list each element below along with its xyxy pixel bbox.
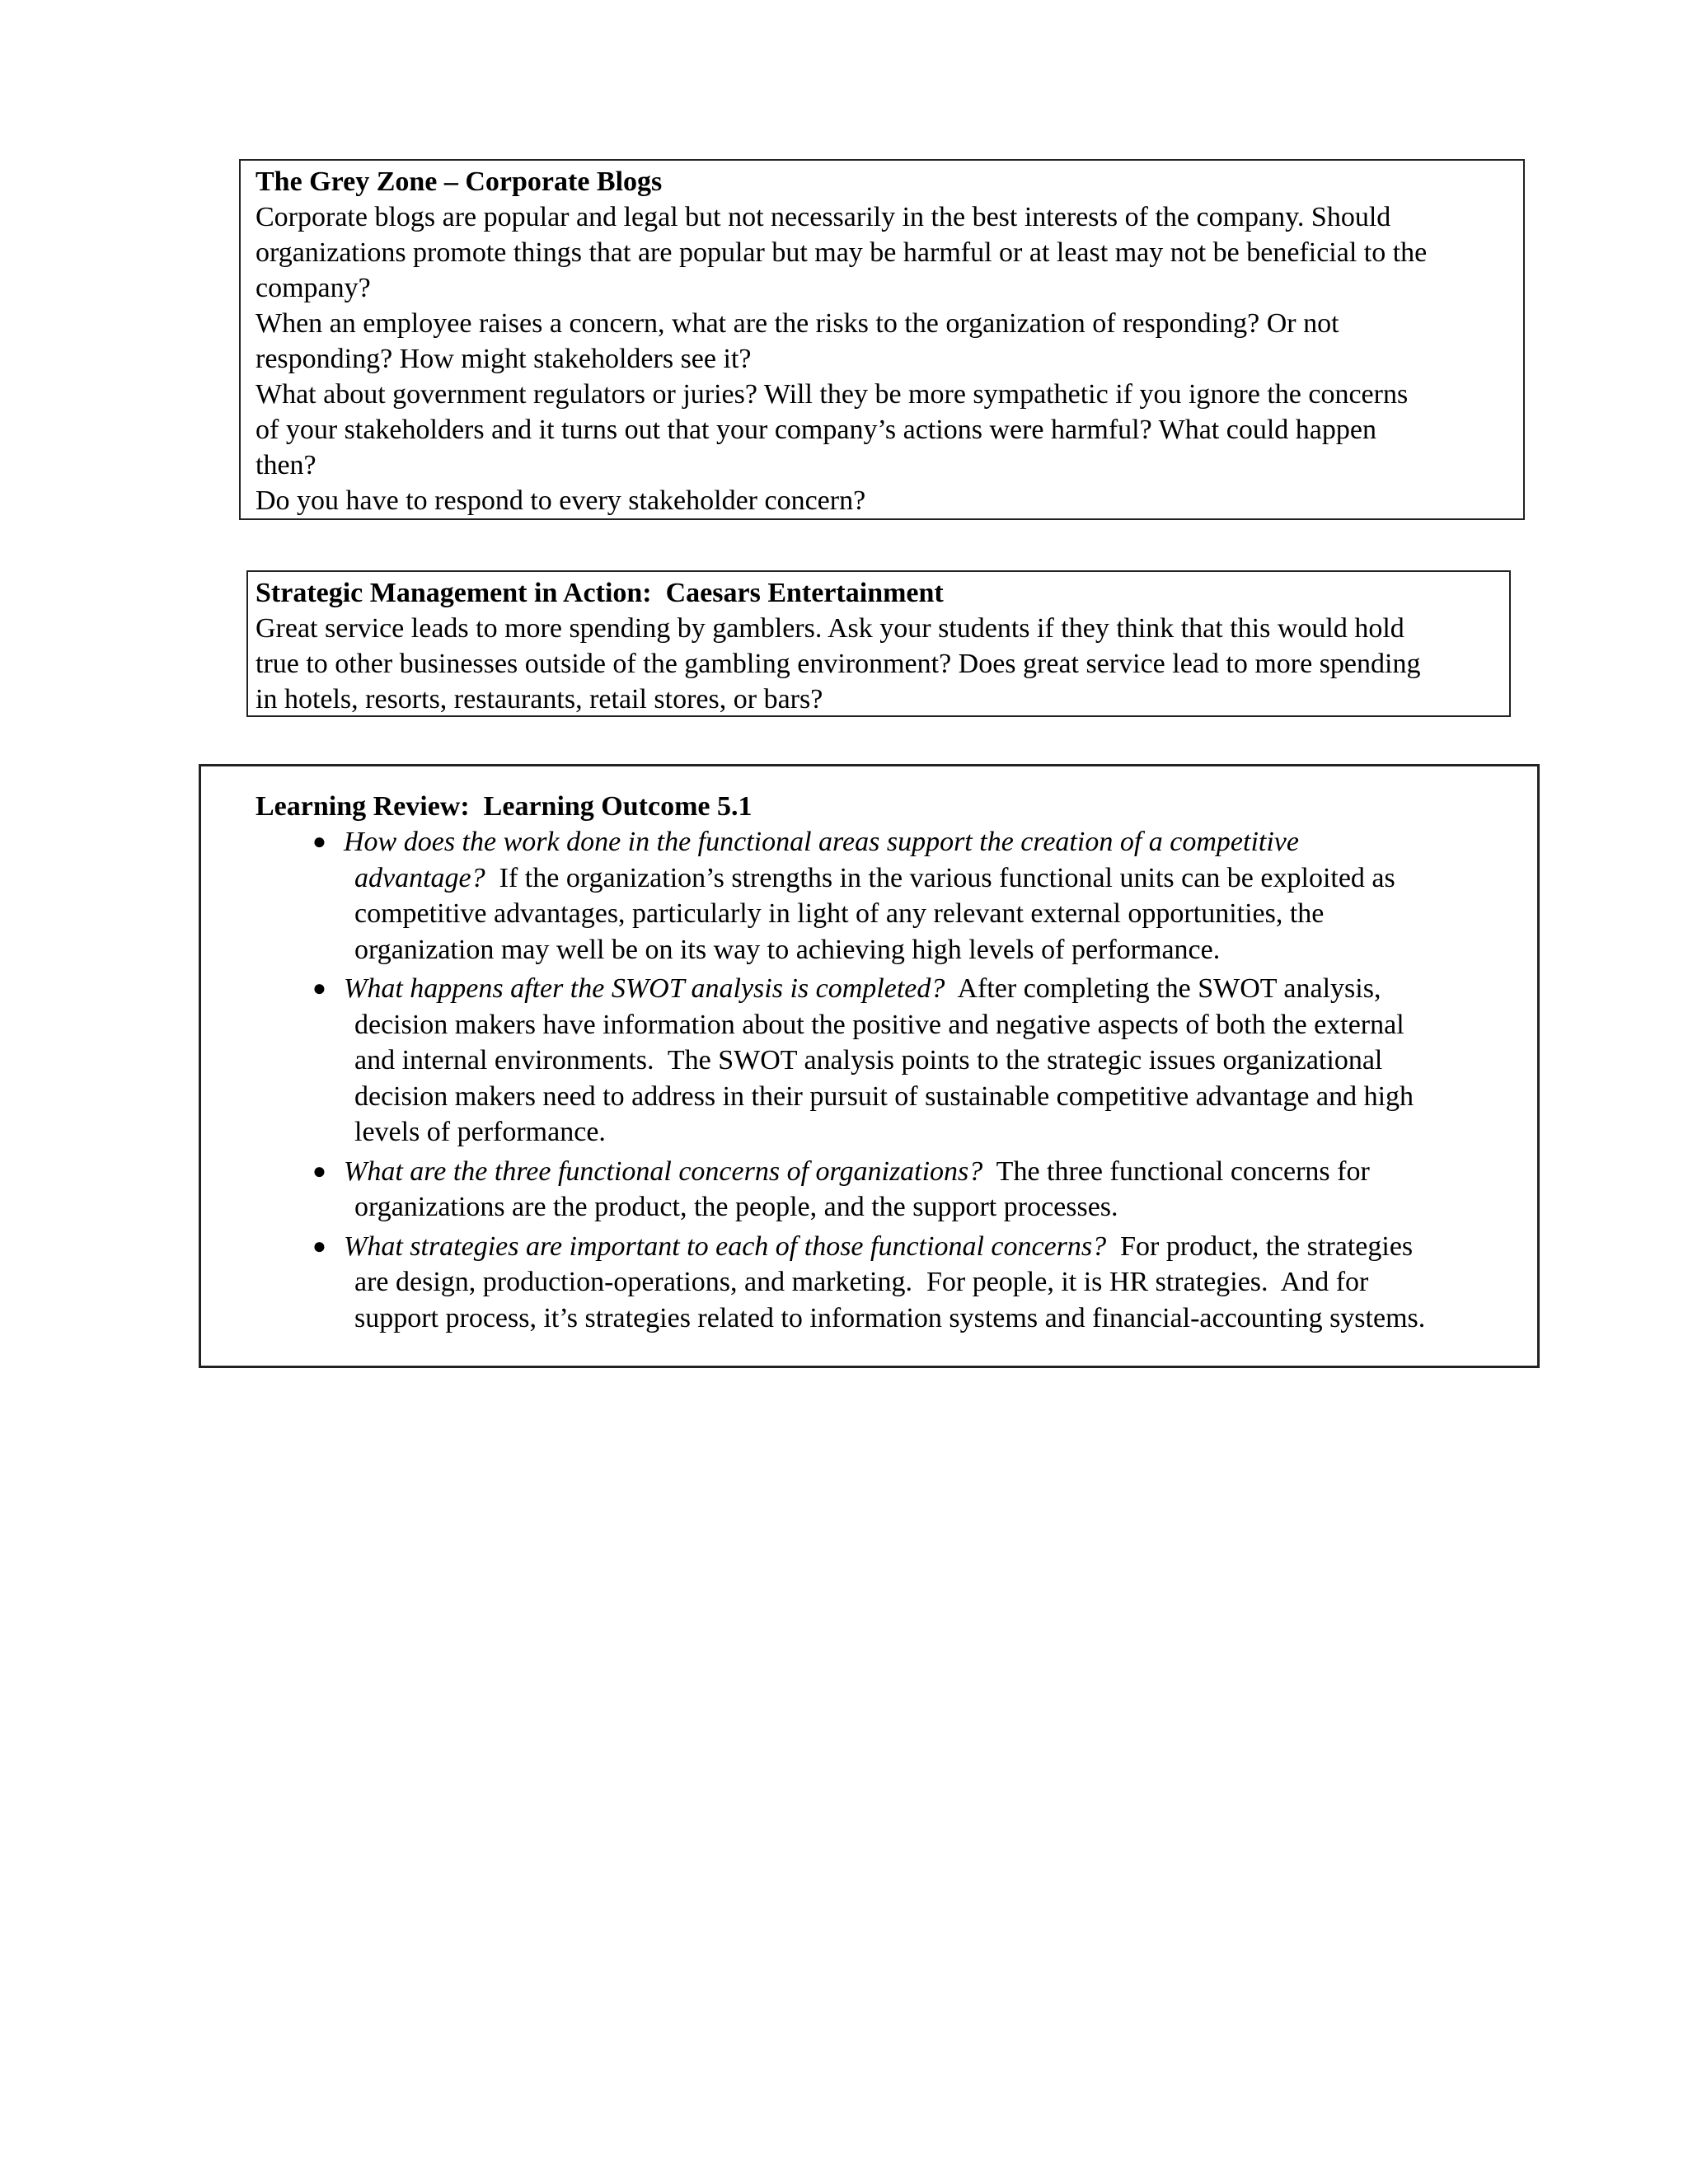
review-question: What strategies are important to each of those functional concerns? <box>344 1230 1107 1262</box>
review-answer: For product, the strategies <box>1106 1230 1414 1262</box>
caesars-line: Great service leads to more spending by gamblers. Ask your students if they think that this would hold <box>256 613 1404 644</box>
review-question-line <box>344 1229 1524 1265</box>
review-question: What are the three functional concerns of organizations? <box>344 1155 983 1187</box>
review-question-line <box>344 1154 1524 1190</box>
grey-zone-body <box>256 199 1513 518</box>
grey-zone-line: When an employee raises a concern, what are the risks to the organization of responding? Or not <box>256 308 1339 339</box>
bullet-icon: ● <box>312 829 326 855</box>
review-answer: are design, production-operations, and marketing. For people, it is HR strategies. And for <box>354 1267 1369 1297</box>
bullet-icon: ● <box>312 1158 326 1184</box>
learning-review-box <box>199 764 1540 1368</box>
review-item <box>256 824 1524 968</box>
grey-zone-line: of your stakeholders and it turns out that your company’s actions were harmful? What could happen <box>256 415 1376 445</box>
caesars-line: in hotels, resorts, restaurants, retail stores, or bars? <box>256 684 823 715</box>
review-answer: organization may well be on its way to achieving high levels of performance. <box>354 934 1221 965</box>
review-question: What happens after the SWOT analysis is completed? <box>344 973 945 1004</box>
grey-zone-box <box>239 159 1525 520</box>
learning-review-list <box>256 824 1524 1336</box>
review-line <box>354 860 1524 897</box>
review-answer: organizations are the product, the people, and the support processes. <box>354 1192 1118 1222</box>
grey-zone-title: The Grey Zone – Corporate Blogs <box>256 166 663 197</box>
review-question-line <box>344 971 1524 1007</box>
learning-review-title: Learning Review: Learning Outcome 5.1 <box>256 791 753 822</box>
review-item <box>256 971 1524 1151</box>
grey-zone-line: then? <box>256 450 316 480</box>
review-item <box>256 1229 1524 1337</box>
review-item <box>256 1154 1524 1226</box>
caesars-line: true to other businesses outside of the gambling environment? Does great service lead to more spending <box>256 649 1421 679</box>
review-answer: support process, it’s strategies related to information systems and financial-accounting systems. <box>354 1302 1426 1333</box>
review-answer: If the organization’s strengths in the various functional units can be exploited as <box>485 862 1395 893</box>
grey-zone-line: organizations promote things that are popular but may be harmful or at least may not be beneficial to the <box>256 237 1428 268</box>
review-answer: competitive advantages, particularly in light of any relevant external opportunities, the <box>354 898 1325 929</box>
grey-zone-line: What about government regulators or juries? Will they be more sympathetic if you ignore the concerns <box>256 379 1409 410</box>
review-answer: decision makers have information about the positive and negative aspects of both the external <box>354 1009 1404 1040</box>
review-answer: The three functional concerns for <box>982 1155 1370 1187</box>
bullet-icon: ● <box>312 1233 326 1259</box>
caesars-box <box>246 570 1511 717</box>
review-answer: and internal environments. The SWOT analysis points to the strategic issues organizational <box>354 1045 1383 1076</box>
grey-zone-line: company? <box>256 273 371 303</box>
review-question-line <box>344 824 1524 860</box>
review-answer: decision makers need to address in their pursuit of sustainable competitive advantage and high <box>354 1080 1414 1112</box>
grey-zone-line: Corporate blogs are popular and legal but not necessarily in the best interests of the company. Should <box>256 202 1391 232</box>
bullet-icon: ● <box>312 976 326 1001</box>
review-answer: After completing the SWOT analysis, <box>945 973 1381 1004</box>
grey-zone-line: responding? How might stakeholders see it? <box>256 344 752 374</box>
review-answer: levels of performance. <box>354 1117 606 1147</box>
caesars-body <box>256 611 1499 717</box>
grey-zone-line: Do you have to respond to every stakeholder concern? <box>256 485 866 516</box>
review-question: How does the work done in the functional areas support the creation of a competitive <box>344 827 1299 857</box>
caesars-title: Strategic Management in Action: Caesars Entertainment <box>256 578 944 608</box>
review-question: advantage? <box>354 862 485 893</box>
